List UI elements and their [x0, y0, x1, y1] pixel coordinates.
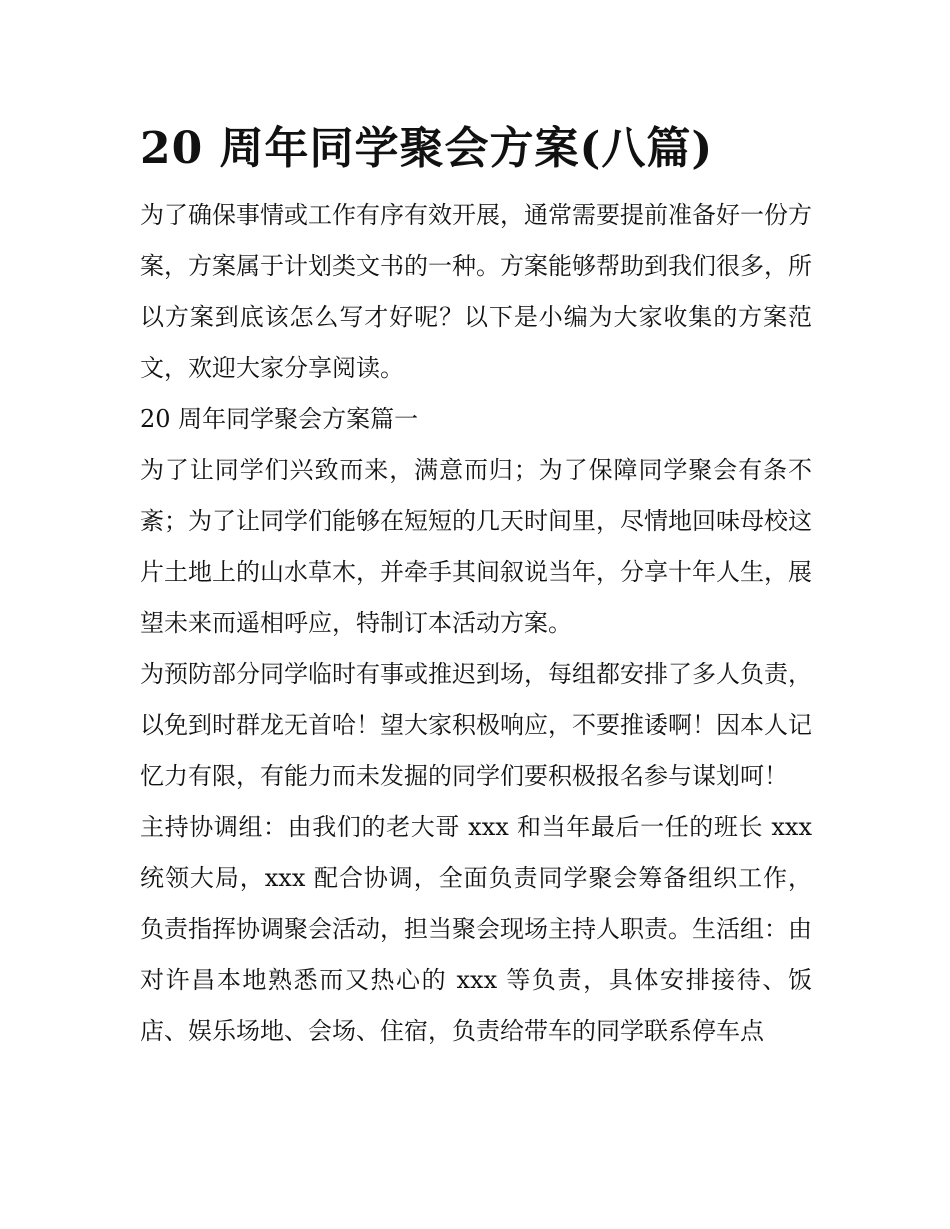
document-title: 20 周年同学聚会方案(八篇) — [140, 123, 714, 174]
body-paragraph-purpose: 为了让同学们兴致而来，满意而归；为了保障同学聚会有条不紊；为了让同学们能够在短短的几天时间里，尽情地回味母校这片土地上的山水草木，并牵手其间叙说当年，分享十年人生，展望未来而遥相呼应，特制订本活动方案。 — [140, 456, 812, 637]
body-paragraph-arrangement: 为预防部分同学临时有事或推迟到场，每组都安排了多人负责，以免到时群龙无首哈！望大家积极响应，不要推诿啊！因本人记忆力有限，有能力而未发掘的同学们要积极报名参与谋划呵！ — [140, 660, 812, 790]
body-paragraph-groups: 主持协调组：由我们的老大哥 xxx 和当年最后一任的班长 xxx 统领大局，xxx 配合协调，全面负责同学聚会筹备组织工作，负责指挥协调聚会活动，担当聚会现场主持人职责。生活组：由对许昌本地熟悉而又热心的 xxx 等负责，具体安排接待、饭店、娱乐场地、会场、住宿，负责给带车的同学联系停车点 — [140, 813, 812, 1045]
document-page — [140, 118, 812, 1057]
section-heading: 20 周年同学聚会方案篇一 — [140, 405, 419, 433]
intro-paragraph: 为了确保事情或工作有序有效开展，通常需要提前准备好一份方案，方案属于计划类文书的一种。方案能够帮助到我们很多，所以方案到底该怎么写才好呢？以下是小编为大家收集的方案范文，欢迎大家分享阅读。 — [140, 201, 812, 382]
